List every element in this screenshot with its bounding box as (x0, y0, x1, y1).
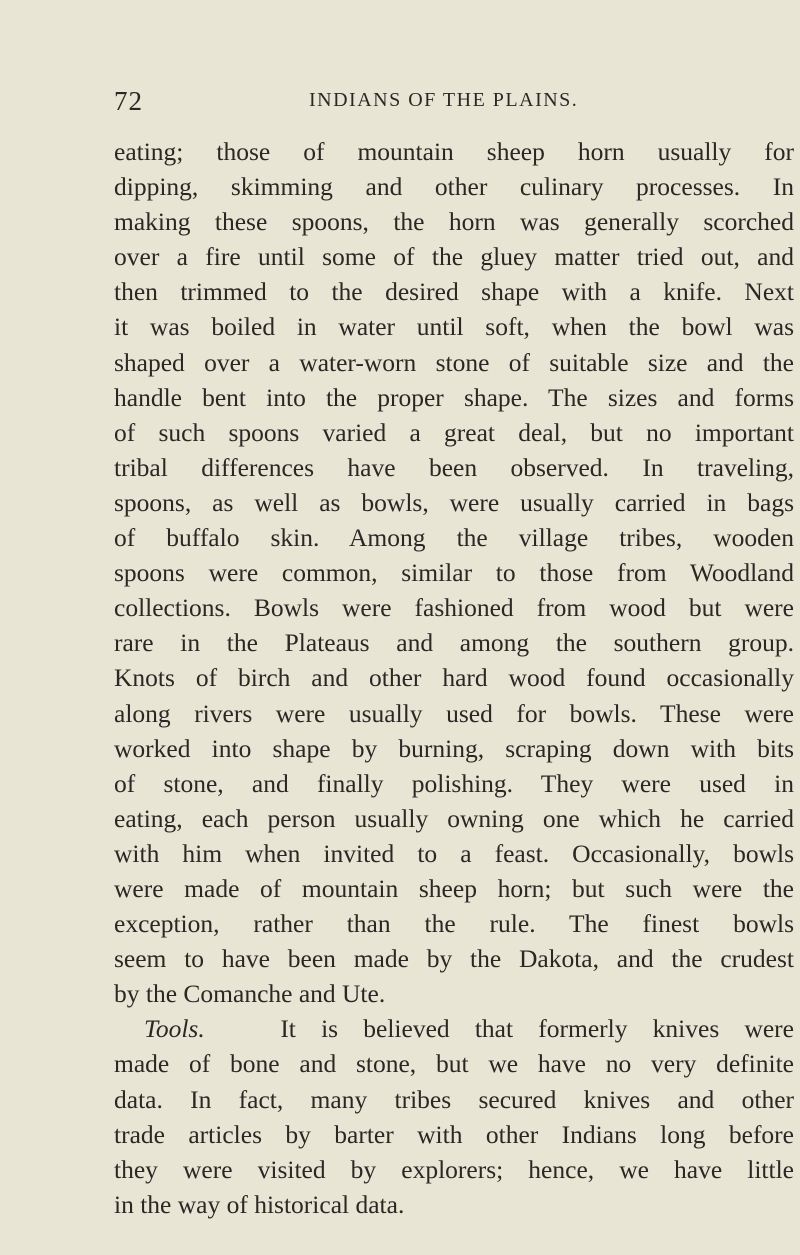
text-line: making these spoons, the horn was generally scorched (114, 207, 794, 237)
text-line: of stone, and finally polishing. They were used in (114, 768, 794, 798)
text-line: they were visited by explorers; hence, we have little (114, 1154, 794, 1184)
tools-paragraph-first-line (114, 1011, 794, 1046)
text-line: of such spoons varied a great deal, but no important (114, 417, 794, 447)
text-line: shaped over a water-worn stone of suitable size and the (114, 347, 794, 377)
text-line: of buffalo skin. Among the village tribes, wooden (114, 523, 794, 553)
tools-heading: Tools. (144, 1014, 205, 1044)
text-line: along rivers were usually used for bowls. These were (114, 698, 794, 728)
text-line: eating; those of mountain sheep horn usually for (114, 137, 794, 166)
text-line: with him when invited to a feast. Occasionally, bowls (114, 838, 794, 868)
text-line: over a fire until some of the gluey matter tried out, and (114, 242, 794, 272)
running-head (0, 86, 800, 116)
text-line: exception, rather than the rule. The finest bowls (114, 909, 794, 939)
tools-first-line-text: It is believed that formerly knives were (280, 1014, 794, 1044)
text-line: handle bent into the proper shape. The sizes and forms (114, 382, 794, 412)
text-line: data. In fact, many tribes secured knives and other (114, 1084, 794, 1114)
text-line: in the way of historical data. (114, 1189, 405, 1219)
body-text (114, 134, 794, 1222)
text-line: then trimmed to the desired shape with a knife. Next (114, 277, 794, 307)
text-line: tribal differences have been observed. In traveling, (114, 452, 794, 482)
text-line: eating, each person usually owning one which he carried (114, 803, 794, 833)
text-line: it was boiled in water until soft, when the bowl was (114, 312, 794, 342)
running-title: INDIANS OF THE PLAINS. (309, 89, 579, 111)
text-line: Knots of birch and other hard wood found occasionally (114, 663, 794, 693)
text-line: spoons were common, similar to those from Woodland (114, 558, 794, 588)
text-line: made of bone and stone, but we have no very definite (114, 1049, 794, 1079)
text-line: were made of mountain sheep horn; but such were the (114, 873, 794, 903)
text-line: collections. Bowls were fashioned from wood but were (114, 593, 794, 623)
text-line: rare in the Plateaus and among the southern group. (114, 628, 794, 658)
page-number: 72 (114, 86, 143, 116)
text-line: spoons, as well as bowls, were usually carried in bags (114, 487, 794, 517)
text-line: trade articles by barter with other Indians long before (114, 1119, 794, 1149)
text-line: by the Comanche and Ute. (114, 979, 386, 1009)
text-line: worked into shape by burning, scraping down with bits (114, 733, 794, 763)
text-line: dipping, skimming and other culinary processes. In (114, 172, 794, 202)
text-line: seem to have been made by the Dakota, and the crudest (114, 944, 794, 974)
